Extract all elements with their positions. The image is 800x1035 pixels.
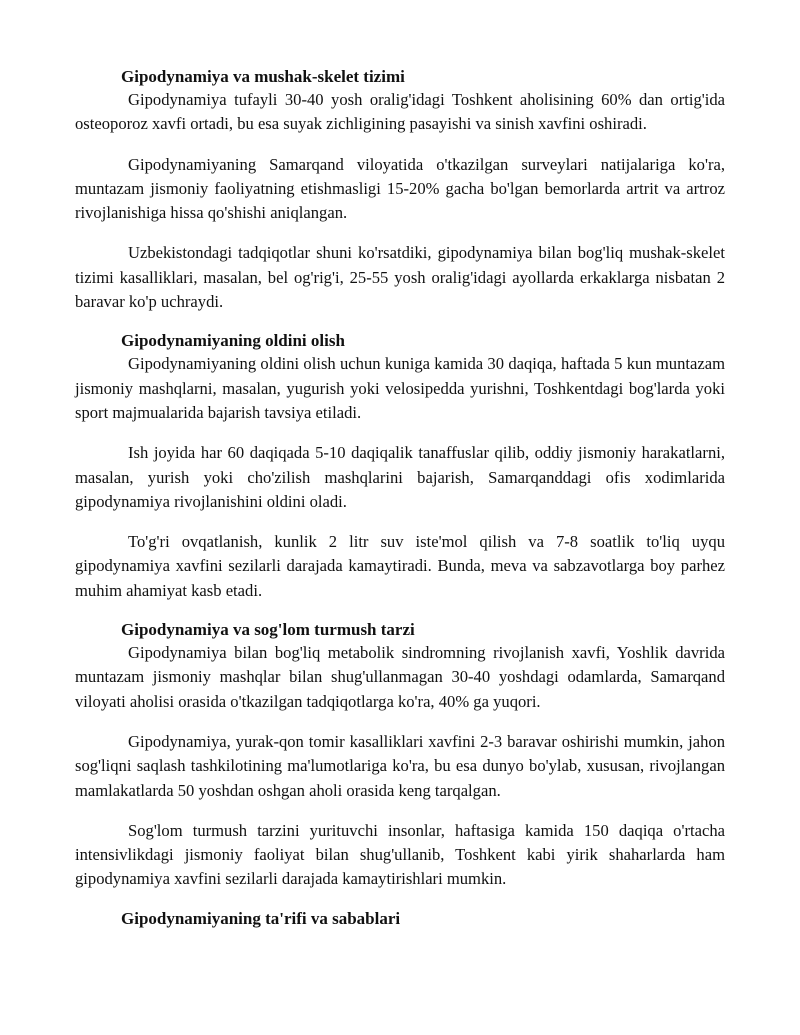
section-healthy-lifestyle — [75, 619, 725, 892]
paragraph: Sog'lom turmush tarzini yurituvchi insonlar, haftasiga kamida 150 daqiqa o'rtacha intensivlikdagi jismoniy faoliyat bilan shug'ullanib, Toshkent kabi yirik shaharlarda ham gipodynamiya xavfini sezilarli darajada kamaytirishlari mumkin. — [75, 820, 725, 889]
paragraph: Uzbekistondagi tadqiqotlar shuni ko'rsatdiki, gipodynamiya bilan bog'liq mushak-skelet tizimi kasalliklari, masalan, bel og'rig'i, 25-55 yosh oralig'idagi ayollarda erkaklarga nisbatan 2 baravar ko'p uchraydi. — [75, 243, 725, 312]
paragraph: Gipodynamiya tufayli 30-40 yosh oralig'idagi Toshkent aholisining 60% dan ortig'ida osteoporoz xavfi ortadi, bu esa suyak zichligining pasayishi va sinish xavfini oshiradi. — [75, 90, 725, 134]
paragraph: Gipodynamiyaning oldini olish uchun kuniga kamida 30 daqiqa, haftada 5 kun muntazam jismoniy mashqlarni, masalan, yugurish yoki velosipedda yurishni, Toshkentdagi bog'larda yoki sport majmualarida bajarish tavsiya etiladi. — [75, 354, 725, 422]
section-heading: Gipodynamiya va mushak-skelet tizimi — [121, 67, 405, 86]
paragraph: To'g'ri ovqatlanish, kunlik 2 litr suv iste'mol qilish va 7-8 soatlik to'liq uyqu gipodynamiya xavfini sezilarli darajada kamaytiradi. Bunda, meva va sabzavotlarga boy parhez muhim ahamiyat kasb etadi. — [75, 532, 725, 600]
document-body — [75, 66, 725, 930]
section-heading: Gipodynamiyaning ta'rifi va sabablari — [121, 908, 401, 928]
paragraph: Gipodynamiyaning Samarqand viloyatida o'tkazilgan surveylari natijalariga ko'ra, muntazam jismoniy faoliyatning etishmasligi 15-20% gacha bo'lgan bemorlarda artrit va artroz rivojlanishiga hissa qo'shishi aniqlangan. — [75, 154, 725, 223]
paragraph: Gipodynamiya bilan bog'liq metabolik sindromning rivojlanish xavfi, Yoshlik davrida muntazam jismoniy mashqlar bilan shug'ullanmagan 30-40 yoshdagi odamlarda, Samarqand viloyati aholisi orasida o'tkazilgan tadqiqotlarga ko'ra, 40% ga yuqori. — [75, 643, 725, 711]
section-musculoskeletal — [75, 66, 725, 314]
section-prevention — [75, 330, 725, 603]
section-heading: Gipodynamiyaning oldini olish — [121, 331, 345, 351]
section-heading: Gipodynamiya va sog'lom turmush tarzi — [121, 620, 415, 640]
section-definition — [75, 908, 725, 930]
paragraph: Ish joyida har 60 daqiqada 5-10 daqiqalik tanaffuslar qilib, oddiy jismoniy harakatlarni, masalan, yurish yoki cho'zilish mashqlarini bajarish, Samarqanddagi ofis xodimlarida gipodynamiya rivojlanishini oldini oladi. — [75, 443, 725, 511]
paragraph: Gipodynamiya, yurak-qon tomir kasalliklari xavfini 2-3 baravar oshirishi mumkin, jahon sog'liqni saqlash tashkilotining ma'lumotlariga ko'ra, bu esa dunyo bo'ylab, xususan, rivojlangan mamlakatlarda 50 yoshdan oshgan aholi orasida keng tarqalgan. — [75, 731, 725, 800]
